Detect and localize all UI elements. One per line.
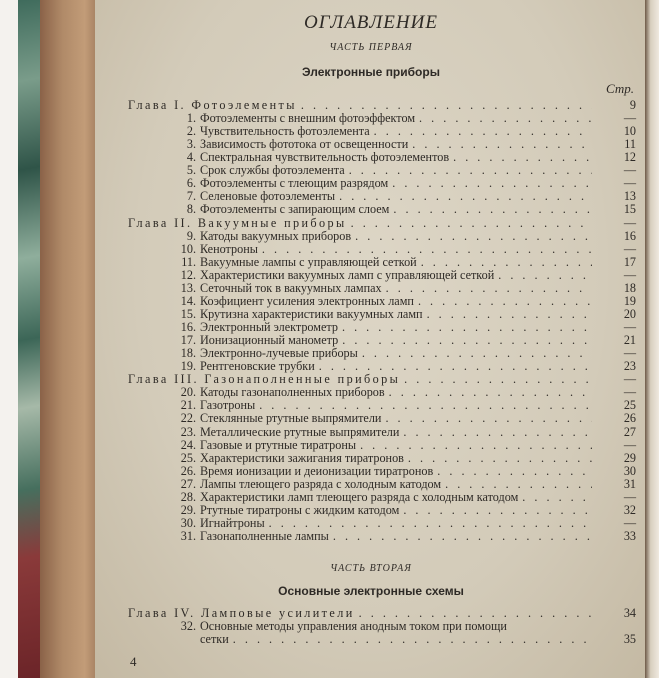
- entry-title: Спектральная чувствительность фотоэлементов: [200, 150, 450, 165]
- dot-leader: [421, 256, 592, 269]
- entry-page: 30: [623, 463, 636, 478]
- dot-leader: [355, 230, 592, 243]
- entry-title: Фотоэлементы с запирающим слоем: [200, 202, 390, 217]
- dot-leader: [385, 412, 592, 425]
- part-heading: Электронные приборы: [302, 65, 440, 79]
- toc-entry: [128, 203, 636, 216]
- entry-number: 12.: [180, 267, 196, 282]
- entry-title: Газовые и ртутные тиратроны: [200, 437, 357, 452]
- dot-leader: [427, 308, 592, 321]
- toc-entry: [128, 230, 636, 243]
- toc-entry: [128, 177, 636, 190]
- entry-number: 5.: [186, 163, 196, 178]
- entry-page: —: [623, 320, 636, 335]
- toc-entry: [128, 334, 636, 347]
- entry-title: Вакуумные лампы с управляющей сеткой: [200, 254, 417, 269]
- entry-title: Селеновые фотоэлементы: [200, 189, 336, 204]
- entry-title: Срок службы фотоэлемента: [200, 163, 345, 178]
- entry-number: 17.: [180, 333, 196, 348]
- entry-page: —: [623, 111, 636, 126]
- dot-leader: [418, 295, 592, 308]
- entry-title: Игнайтроны: [200, 515, 265, 530]
- dot-leader: [374, 125, 592, 138]
- entry-number: 21.: [180, 398, 196, 413]
- toc-entry: [128, 504, 636, 517]
- dot-leader: [498, 269, 592, 282]
- dot-leader: [403, 426, 592, 439]
- toc-entry: [128, 360, 636, 373]
- facing-page-edge: [645, 0, 659, 678]
- entry-page: —: [623, 489, 636, 504]
- toc-entry: [128, 308, 636, 321]
- entry-title: Электронно-лучевые приборы: [200, 346, 358, 361]
- dot-leader: [389, 386, 592, 399]
- entry-number: 20.: [180, 385, 196, 400]
- toc-entry: [128, 386, 636, 399]
- entry-number: 29.: [180, 502, 196, 517]
- entry-page: 18: [623, 280, 636, 295]
- dot-leader: [408, 452, 592, 465]
- entry-title: Ионизационный манометр: [200, 333, 339, 348]
- entry-title: Лампы тлеющего разряда с холодным катодом: [200, 476, 442, 491]
- entry-number: 8.: [186, 202, 196, 217]
- entry-page: 16: [623, 228, 636, 243]
- entry-page: 31: [623, 476, 636, 491]
- entry-page: 27: [623, 424, 636, 439]
- entry-page: —: [623, 515, 636, 530]
- entry-title: Кенотроны: [200, 241, 258, 256]
- entry-number: 1.: [186, 111, 196, 126]
- dot-leader: [342, 334, 592, 347]
- dot-leader: [342, 321, 592, 334]
- dot-leader: [403, 504, 592, 517]
- dot-leader: [333, 530, 592, 543]
- entry-title: Газонаполненные лампы: [200, 528, 329, 543]
- toc-entry: [128, 478, 636, 491]
- dot-leader: [412, 138, 592, 151]
- dot-leader: [351, 217, 592, 230]
- entry-number: 25.: [180, 450, 196, 465]
- entry-title: Стеклянные ртутные выпрямители: [200, 411, 382, 426]
- toc-entry: [128, 256, 636, 269]
- toc-chapter: [128, 217, 636, 230]
- entry-number: 7.: [186, 189, 196, 204]
- dot-leader: [233, 633, 592, 646]
- entry-number: 32.: [180, 619, 196, 634]
- toc-entry: [128, 282, 636, 295]
- entry-page: 17: [623, 254, 636, 269]
- entry-page: 11: [624, 137, 636, 152]
- entry-page: 25: [623, 398, 636, 413]
- dot-leader: [262, 243, 592, 256]
- dot-leader: [393, 203, 592, 216]
- entry-page: 23: [623, 359, 636, 374]
- entry-page: —: [623, 241, 636, 256]
- toc-entry: [128, 347, 636, 360]
- entry-title: Катоды вакуумных приборов: [200, 228, 352, 243]
- dot-leader: [349, 164, 592, 177]
- entry-page: 12: [623, 150, 636, 165]
- toc-entry: [128, 321, 636, 334]
- entry-page: 29: [623, 450, 636, 465]
- dot-leader: [319, 360, 592, 373]
- entry-page: —: [623, 267, 636, 282]
- page-title: ОГЛАВЛЕНИЕ: [304, 12, 438, 33]
- toc-chapter: [128, 607, 636, 620]
- marbled-cover: [18, 0, 42, 678]
- entry-number: 13.: [180, 280, 196, 295]
- entry-page: —: [623, 385, 636, 400]
- entry-number: 4.: [186, 150, 196, 165]
- book-cover-edge: [0, 0, 20, 678]
- dot-leader: [386, 282, 592, 295]
- toc-entry: [128, 426, 636, 439]
- toc-entry: [128, 243, 636, 256]
- entry-title: Катоды газонаполненных приборов: [200, 385, 385, 400]
- dot-leader: [522, 491, 592, 504]
- entry-number: 16.: [180, 320, 196, 335]
- page-column-label: Стр.: [606, 81, 634, 96]
- entry-title: Глава II. Вакуумные приборы: [128, 215, 347, 230]
- toc-entry: [128, 190, 636, 203]
- entry-page: 20: [623, 306, 636, 321]
- entry-title: Чувствительность фотоэлемента: [200, 124, 370, 139]
- toc-entry: [128, 491, 636, 504]
- entry-title: Ртутные тиратроны с жидким катодом: [200, 502, 400, 517]
- entry-title: Рентгеновские трубки: [200, 359, 315, 374]
- entry-number: 23.: [180, 424, 196, 439]
- toc-entry: [128, 452, 636, 465]
- toc-entry: [128, 399, 636, 412]
- entry-page: 19: [623, 293, 636, 308]
- entry-page: 21: [623, 333, 636, 348]
- entry-title: Характеристики вакуумных ламп с управляющей сеткой: [200, 267, 495, 282]
- dot-leader: [269, 517, 592, 530]
- entry-title: Сеточный ток в вакуумных лампах: [200, 280, 382, 295]
- entry-page: —: [623, 176, 636, 191]
- entry-number: 15.: [180, 306, 196, 321]
- entry-number: 18.: [180, 346, 196, 361]
- entry-number: 11.: [181, 254, 196, 269]
- entry-title: Характеристики зажигания тиратронов: [200, 450, 404, 465]
- dot-leader: [404, 373, 592, 386]
- entry-title: Фотоэлементы с внешним фотоэффектом: [200, 111, 416, 126]
- entry-page: 13: [623, 189, 636, 204]
- entry-title: Глава III. Газонаполненные приборы: [128, 372, 401, 387]
- entry-page: —: [623, 163, 636, 178]
- toc-entry: [128, 633, 636, 646]
- dot-leader: [259, 399, 592, 412]
- entry-number: 19.: [180, 359, 196, 374]
- entry-title: Фотоэлементы с тлеющим разрядом: [200, 176, 389, 191]
- entry-number: 3.: [186, 137, 196, 152]
- entry-number: 22.: [180, 411, 196, 426]
- entry-page: 15: [623, 202, 636, 217]
- dot-leader: [360, 439, 592, 452]
- entry-page: 32: [623, 502, 636, 517]
- entry-title: Крутизна характеристики вакуумных ламп: [200, 306, 423, 321]
- page-number: 4: [130, 654, 137, 669]
- toc-entry: [128, 125, 636, 138]
- entry-title: Основные методы управления анодным током при помощи: [200, 619, 507, 634]
- entry-number: 6.: [186, 176, 196, 191]
- dot-leader: [392, 177, 592, 190]
- entry-page: —: [623, 215, 636, 230]
- dot-leader: [419, 112, 592, 125]
- entry-number: 31.: [180, 528, 196, 543]
- entry-number: 24.: [180, 437, 196, 452]
- dot-leader: [362, 347, 592, 360]
- entry-page: 34: [623, 606, 636, 620]
- toc-entry: [128, 151, 636, 164]
- entry-page: 10: [623, 124, 636, 139]
- entry-page: 26: [623, 411, 636, 426]
- toc-entry: [128, 517, 636, 530]
- dot-leader: [453, 151, 592, 164]
- toc-entry: [128, 530, 636, 543]
- toc-entry: [128, 620, 636, 633]
- entry-number: 10.: [180, 241, 196, 256]
- entry-title: сетки: [200, 632, 229, 647]
- toc-chapter: [128, 99, 636, 112]
- toc-entry: [128, 269, 636, 282]
- entry-number: 2.: [186, 124, 196, 139]
- entry-number: 27.: [180, 476, 196, 491]
- entry-page: —: [623, 372, 636, 387]
- part-heading: Основные электронные схемы: [278, 584, 464, 598]
- dot-leader: [359, 607, 592, 620]
- entry-title: Время ионизации и деионизации тиратронов: [200, 463, 434, 478]
- page-edge: [40, 0, 96, 678]
- entry-page: —: [623, 346, 636, 361]
- toc-entry: [128, 112, 636, 125]
- entry-page: —: [623, 437, 636, 452]
- entry-title: Металлические ртутные выпрямители: [200, 424, 400, 439]
- entry-number: 26.: [180, 463, 196, 478]
- entry-title: Глава IV. Ламповые усилители: [128, 606, 355, 620]
- dot-leader: [339, 190, 592, 203]
- entry-title: Глава I. Фотоэлементы: [128, 98, 297, 112]
- entry-title: Электронный электрометр: [200, 320, 338, 335]
- part-label: ЧАСТЬ ПЕРВАЯ: [329, 42, 413, 53]
- entry-title: Коэфициент усиления электронных ламп: [200, 293, 414, 308]
- entry-page: 35: [623, 632, 636, 647]
- toc-entry: [128, 465, 636, 478]
- dot-leader: [445, 478, 592, 491]
- entry-number: 14.: [180, 293, 196, 308]
- entry-page: 33: [623, 528, 636, 543]
- toc-entry: [128, 412, 636, 425]
- entry-title: Газотроны: [200, 398, 256, 413]
- entry-page: 9: [629, 98, 636, 112]
- toc-entry: [128, 138, 636, 151]
- entry-number: 9.: [186, 228, 196, 243]
- part-label: ЧАСТЬ ВТОРАЯ: [330, 563, 412, 574]
- toc-chapter: [128, 373, 636, 386]
- entry-title: Характеристики ламп тлеющего разряда с холодным катодом: [200, 489, 519, 504]
- entry-number: 30.: [180, 515, 196, 530]
- entry-number: 28.: [180, 489, 196, 504]
- toc-entry: [128, 439, 636, 452]
- dot-leader: [301, 99, 592, 112]
- toc-entry: [128, 164, 636, 177]
- dot-leader: [437, 465, 592, 478]
- entry-title: Зависимость фототока от освещенности: [200, 137, 409, 152]
- toc-entry: [128, 295, 636, 308]
